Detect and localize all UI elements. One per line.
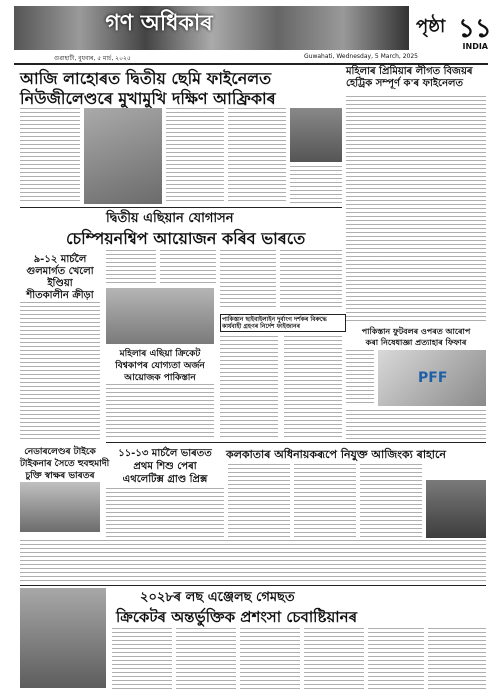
- pff-headline-line1: পাকিস্তান ফুটবলৰ ওপৰত আৰোপ: [361, 327, 471, 336]
- bottom-body-wide: [20, 540, 486, 582]
- winter-headline-line2: গুলমাৰ্গত খেলো: [26, 266, 94, 277]
- yoga-body-col2: [160, 250, 216, 284]
- yoga-headline-line1: দ্বিতীয় এছিয়ান যোগাসন: [106, 211, 234, 226]
- lead-photo-batsman: [84, 108, 162, 204]
- dateline-left: গুৱাহাটী, বুধবাৰ, ৫ মাৰ্চ, ২০২৫: [54, 55, 131, 62]
- netherlands-headline-line3: চুক্তি স্বাক্ষৰ ভাৰতৰ: [25, 471, 95, 481]
- para-body: [106, 488, 224, 538]
- women-cricket-headline-line1: মহিলাৰ এছিয়া ক্ৰিকেট: [119, 349, 201, 359]
- winter-headline-line3: ইণ্ডিয়া: [47, 278, 73, 289]
- kolkata-body-col3: [360, 464, 422, 538]
- kolkata-body-col1: [228, 464, 290, 538]
- winter-headline-line1: ৯-১২ মাৰ্চলৈ: [33, 254, 87, 265]
- la2028-headline-line2: ক্ৰিকেটৰ অন্তৰ্ভুক্তিক প্ৰশংসা চেবাষ্টিয়ানৰ: [116, 608, 358, 626]
- lead-divider: [20, 207, 342, 208]
- small-box-body-col2: [284, 336, 342, 440]
- pff-body-left: [346, 350, 374, 406]
- women-cricket-headline-line3: আয়োজক পাকিস্তান: [124, 373, 196, 383]
- right-top-body: [346, 96, 486, 322]
- dateline-right: Guwahati, Wednesday, 5 March, 2025: [304, 53, 418, 60]
- lead-body-col3: [228, 108, 286, 204]
- la2028-body-col4: [304, 628, 364, 690]
- page-number: ১১: [458, 14, 492, 44]
- lead-headline-line2: নিউজীলেণ্ডৰে মুখামুখি দক্ষিণ আফ্ৰিকাৰ: [20, 89, 276, 108]
- lead-body-col1: [20, 108, 80, 204]
- yoga-photo: [106, 288, 214, 344]
- netherlands-photo: [20, 482, 100, 532]
- yoga-body-col1: [106, 250, 156, 284]
- right-top-headline: মহিলাৰ প্ৰিমিয়াৰ লীগত বিজয়ৰ হেট্ৰিক সম্পূৰ্ণ ক'ৰ ফাইনেলত: [346, 66, 473, 89]
- kolkata-photo: [426, 480, 486, 538]
- la2028-body-col6: [428, 628, 486, 690]
- winter-headline-line4: শীতকালীন ক্ৰীড়া: [26, 290, 94, 301]
- women-cricket-headline-line2: বিশ্বকাপৰ যোগ্যতা অৰ্জন: [115, 361, 205, 371]
- la2028-body-col3: [240, 628, 300, 690]
- bottom-divider: [20, 585, 486, 586]
- lead-photo-team: [290, 108, 342, 162]
- yoga-body-col4: [280, 250, 342, 310]
- pff-body: [346, 410, 486, 440]
- page-label: পৃষ্ঠা: [416, 16, 446, 37]
- la2028-photo: [20, 588, 106, 688]
- lead-body-col4: [290, 166, 342, 204]
- yoga-headline-line2: চেম্পিয়নশ্বিপ আয়োজন কৰিব ভাৰতে: [66, 229, 306, 248]
- para-headline-line2: প্ৰথম শিশু পেৰা: [133, 461, 197, 472]
- netherlands-headline-line1: নেডাৰলেণ্ডৰ টাইকে: [24, 447, 96, 457]
- lead-headline-line1: আজি লাহোৰত দ্বিতীয় ছেমি ফাইনেলত: [20, 69, 272, 88]
- yoga-body-col3: [220, 250, 276, 310]
- pff-photo: [378, 350, 486, 406]
- la2028-headline-line1: ২০২৮ৰ লছ এঞ্জেলছ গেমছত: [140, 590, 295, 605]
- la2028-body-col1: [112, 628, 172, 690]
- para-headline-line3: এথলেটিক্স গ্ৰাণ্ড প্ৰিক্স: [122, 474, 208, 485]
- women-cricket-body: [106, 384, 214, 440]
- section-label: INDIA: [462, 42, 488, 51]
- kolkata-headline: কলকাতাৰ অধিনায়কৰূপে নিযুক্ত আজিংক্য ৰাহানে: [226, 448, 446, 461]
- kolkata-body-col2: [294, 464, 356, 538]
- page-number-box: [414, 6, 492, 52]
- lead-body-col2: [166, 108, 224, 204]
- winter-body: [20, 302, 100, 440]
- para-headline-line1: ১১-১৩ মাৰ্চলৈ ভাৰতত: [118, 448, 212, 459]
- mid-divider: [106, 442, 486, 443]
- pff-logo: PFF: [418, 370, 448, 386]
- small-box-body-col1: [220, 336, 278, 440]
- masthead-banner: গণ অধিকাৰ: [105, 10, 213, 36]
- masthead: [14, 6, 492, 64]
- la2028-body-col5: [368, 628, 424, 690]
- netherlands-headline-line2: টাইকনাৰ সৈতে হুবহুমাদী: [20, 459, 110, 469]
- la2028-body-col2: [176, 628, 236, 690]
- small-box-headline: পাকিস্তান ছাইবাইলাইন দুৰ্বাংগ দৰ্শকৰ বিৰুদ্ধে কাৰ্যবাহী গ্ৰহণৰ নিৰ্দেশ ফাইজানৰ: [220, 314, 346, 332]
- pff-headline-line2: কৰা নিষেধাজ্ঞা প্ৰত্যাহাৰ ফিফাৰ: [365, 338, 467, 347]
- masthead-rule: [14, 63, 488, 65]
